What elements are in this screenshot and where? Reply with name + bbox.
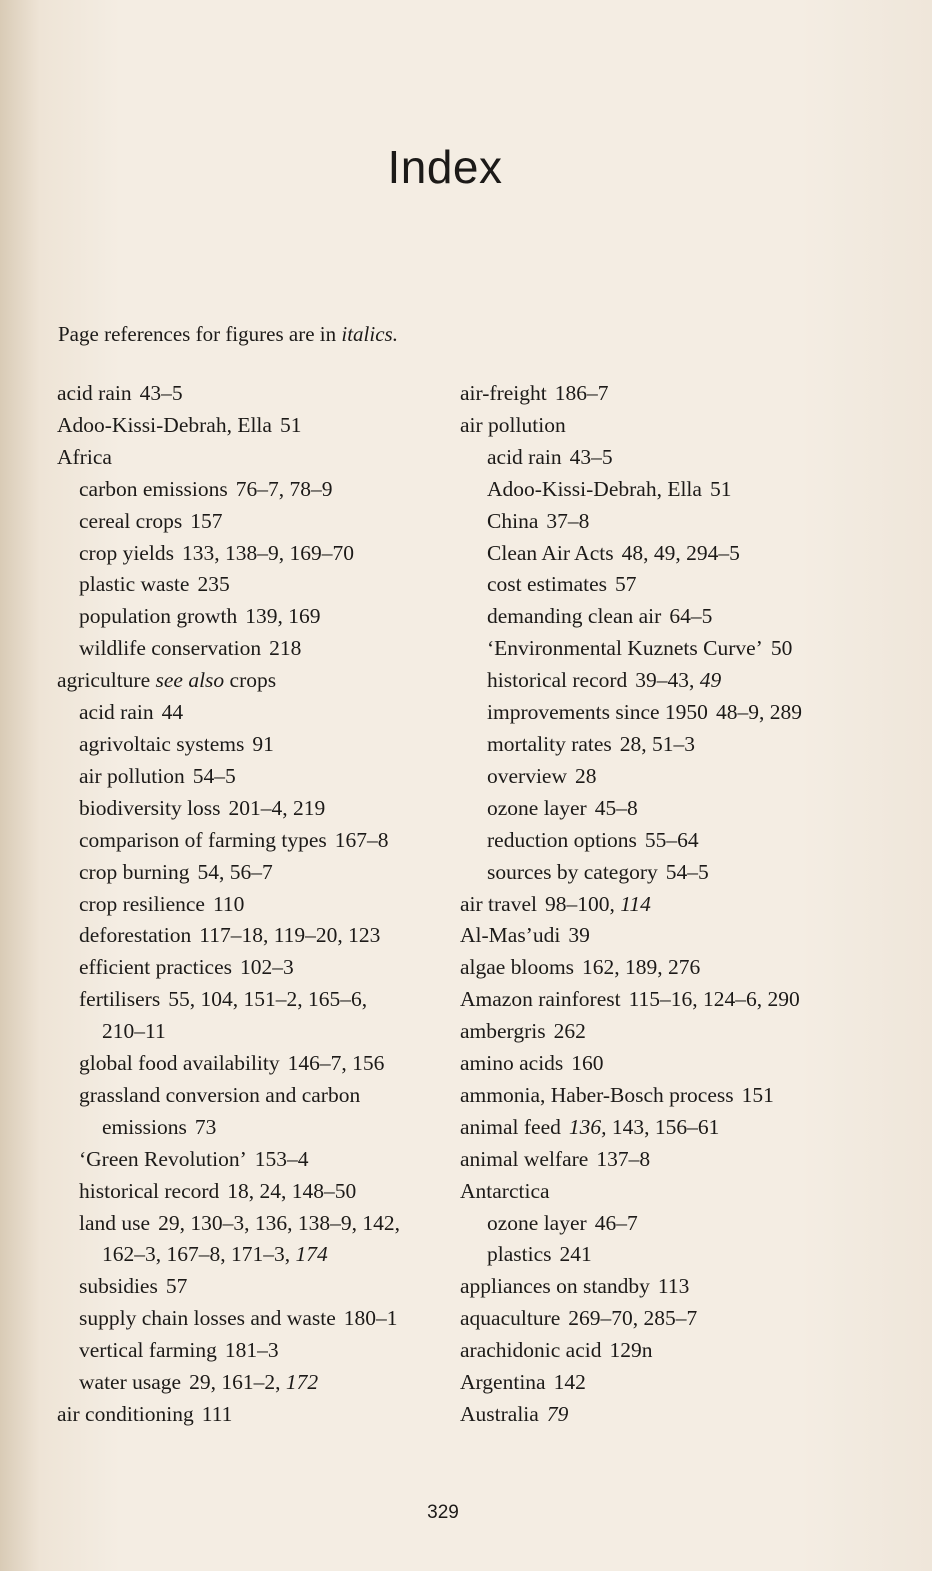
index-entry [460, 1016, 880, 1048]
entry-term: mortality rates [487, 731, 612, 756]
page-refs: 241 [559, 1242, 592, 1267]
page-refs: 37–8 [546, 508, 590, 533]
entry-term: acid rain [487, 444, 562, 469]
figure-page-ref: 172 [285, 1370, 319, 1395]
entry-pages [596, 1147, 650, 1171]
index-continuation [57, 1239, 447, 1271]
index-subentry [460, 633, 880, 665]
entry-pages [288, 1051, 385, 1075]
entry-pages [197, 572, 229, 596]
page-refs: 73 [194, 1114, 217, 1139]
entry-pages [335, 828, 389, 852]
index-subentry [57, 920, 447, 952]
entry-term: arachidonic acid [460, 1338, 602, 1363]
page-refs: 51 [709, 476, 732, 501]
index-subentry [57, 1080, 447, 1112]
index-continuation [57, 1016, 447, 1048]
entry-term: ‘Environmental Kuznets Curve’ [487, 636, 763, 661]
page-refs: 146–7, 156 [287, 1051, 385, 1076]
page-refs: 51 [279, 412, 302, 437]
entry-term: emissions [102, 1114, 187, 1139]
page-refs: 39 [568, 923, 590, 948]
index-entry [460, 378, 880, 410]
entry-pages [190, 509, 222, 533]
entry-pages [666, 860, 709, 884]
page-refs: 133, 138–9, 169–70 [181, 540, 354, 565]
entry-pages [202, 1402, 233, 1426]
index-subentry [57, 793, 447, 825]
entry-term: animal welfare [460, 1146, 589, 1171]
index-entry [460, 1144, 880, 1176]
page-refs: 151 [741, 1082, 774, 1107]
entry-term: sources by category [487, 859, 658, 884]
entry-pages [595, 1211, 638, 1235]
index-entry [57, 665, 447, 697]
index-note-text: Page references for figures are in [58, 322, 342, 346]
index-subentry [460, 793, 880, 825]
entry-term: aquaculture [460, 1306, 561, 1331]
page-refs: 180–1 [343, 1306, 398, 1331]
entry-pages [658, 1274, 689, 1298]
index-subentry [57, 474, 447, 506]
index-entry [460, 952, 880, 984]
page-refs: 48–9, 289 [715, 700, 802, 725]
page-refs: 115–16, 124–6, 290 [628, 987, 800, 1012]
entry-term: Adoo-Kissi-Debrah, Ella [57, 412, 272, 437]
index-continuation [57, 1112, 447, 1144]
entry-term: crop yields [79, 540, 174, 565]
page-refs: 91 [252, 731, 274, 756]
page-refs: 45–8 [594, 795, 638, 820]
entry-pages [227, 1179, 356, 1203]
entry-pages [158, 1211, 400, 1235]
page-refs: 137–8 [596, 1146, 651, 1171]
page-refs: 29, 161–2, [189, 1370, 281, 1395]
entry-term: vertical farming [79, 1338, 217, 1363]
entry-pages [560, 1242, 592, 1266]
entry-pages [344, 1306, 398, 1330]
entry-term: overview [487, 763, 567, 788]
index-entry [460, 889, 880, 921]
entry-term: Argentina [460, 1370, 546, 1395]
index-note [58, 322, 398, 347]
entry-pages [102, 1242, 328, 1266]
index-subentry [57, 697, 447, 729]
entry-term: acid rain [57, 381, 132, 405]
entry-pages [595, 796, 638, 820]
entry-pages [716, 700, 802, 724]
index-subentry [57, 889, 447, 921]
entry-pages [166, 1274, 188, 1298]
entry-pages [547, 1402, 569, 1426]
index-subentry [460, 506, 880, 538]
entry-pages [140, 381, 183, 405]
index-subentry [57, 538, 447, 570]
page-number: 329 [427, 1502, 459, 1523]
page-refs: 57 [165, 1274, 188, 1299]
index-subentry [57, 1144, 447, 1176]
page-refs: 54–5 [665, 859, 709, 884]
entry-term: land use [79, 1210, 151, 1235]
entry-term: Al-Mas’udi [460, 923, 561, 948]
page-refs: 139, 169 [245, 604, 321, 629]
entry-pages [255, 1147, 309, 1171]
entry-pages [252, 732, 274, 756]
page-refs: 167–8 [334, 827, 389, 852]
entry-pages [571, 1051, 603, 1075]
index-subentry [57, 1208, 447, 1240]
page-refs: 76–7, 78–9 [235, 476, 333, 501]
index-entry [460, 1367, 880, 1399]
page-refs: 64–5 [669, 604, 713, 629]
entry-term: plastic waste [79, 572, 190, 597]
index-subentry [460, 1208, 880, 1240]
page-refs: 54, 56–7 [197, 859, 273, 884]
page-refs: 162–3, 167–8, 171–3, [102, 1242, 296, 1267]
entry-pages [213, 892, 244, 916]
index-subentry [460, 601, 880, 633]
index-entry [460, 920, 880, 952]
entry-pages [569, 1115, 720, 1139]
page-refs: 28, 51–3 [619, 731, 696, 756]
entry-term: algae blooms [460, 955, 575, 980]
page-refs: 201–4, 219 [228, 795, 326, 820]
index-entry [460, 1048, 880, 1080]
index-subentry [57, 761, 447, 793]
entry-term: global food availability [79, 1051, 280, 1076]
see-also-label: see also [155, 668, 225, 693]
entry-term: population growth [79, 604, 238, 629]
entry-term: reduction options [487, 827, 637, 852]
entry-term: animal feed [460, 1114, 561, 1139]
entry-term: fertilisers [79, 987, 161, 1012]
page-refs: 28 [575, 763, 597, 788]
entry-term: ambergris [460, 1019, 546, 1044]
index-subentry [460, 474, 880, 506]
index-subentry [460, 761, 880, 793]
page-refs: 54–5 [192, 763, 236, 788]
entry-term: appliances on standby [460, 1274, 650, 1299]
entry-pages [554, 1370, 586, 1394]
entry-term: air pollution [79, 763, 185, 788]
entry-term: improvements since 1950 [487, 700, 708, 725]
index-entry [57, 378, 447, 410]
index-subentry [57, 1367, 447, 1399]
entry-pages [620, 732, 695, 756]
entry-term: agrivoltaic systems [79, 731, 245, 756]
index-entry [460, 1112, 880, 1144]
entry-term: air pollution [460, 412, 566, 437]
entry-term: carbon emissions [79, 476, 228, 501]
entry-pages [622, 541, 740, 565]
entry-term: air travel [460, 891, 537, 916]
page-refs: 186–7 [554, 381, 609, 405]
entry-term: acid rain [79, 700, 154, 725]
index-entry [460, 1176, 880, 1208]
page-refs: 157 [190, 508, 223, 533]
index-entry [460, 1303, 880, 1335]
index-entry [57, 442, 447, 474]
entry-pages [225, 1338, 279, 1362]
entry-term: wildlife conservation [79, 636, 262, 661]
entry-pages [554, 1019, 586, 1043]
entry-term: crop resilience [79, 891, 205, 916]
entry-term: water usage [79, 1370, 182, 1395]
index-subentry [57, 1303, 447, 1335]
entry-pages [280, 413, 302, 437]
entry-term: crop burning [79, 859, 190, 884]
page-refs: 39–43, [635, 668, 695, 693]
entry-pages [568, 1306, 697, 1330]
index-subentry [460, 857, 880, 889]
page-refs: 235 [197, 572, 230, 597]
index-subentry [57, 1335, 447, 1367]
entry-term: amino acids [460, 1051, 564, 1076]
entry-pages [629, 987, 800, 1011]
index-note-italic: italics. [341, 322, 398, 346]
page-refs: 181–3 [224, 1338, 279, 1363]
index-subentry [460, 825, 880, 857]
index-subentry [460, 442, 880, 474]
entry-pages [545, 892, 651, 916]
page-refs: 162, 189, 276 [582, 955, 701, 980]
figure-page-ref: 49 [699, 668, 722, 693]
entry-term: Antarctica [460, 1178, 550, 1203]
page-refs: 43–5 [139, 381, 183, 405]
index-subentry [460, 1239, 880, 1271]
entry-term: ozone layer [487, 1210, 587, 1235]
index-subentry [460, 729, 880, 761]
page-refs: 50 [770, 636, 793, 661]
entry-pages [193, 764, 236, 788]
entry-term: biodiversity loss [79, 795, 221, 820]
entry-term: ozone layer [487, 795, 587, 820]
index-subentry [57, 1176, 447, 1208]
entry-term: comparison of farming types [79, 827, 327, 852]
entry-term: historical record [79, 1178, 220, 1203]
entry-term: deforestation [79, 923, 192, 948]
page-refs: 102–3 [240, 955, 294, 980]
entry-pages [162, 700, 184, 724]
entry-pages [710, 477, 732, 501]
page-refs: 98–100, [545, 891, 615, 916]
page-refs: 44 [161, 700, 184, 725]
index-entry [460, 1271, 880, 1303]
entry-term: air-freight [460, 381, 547, 405]
see-also-target: crops [229, 668, 277, 693]
page-refs: 218 [269, 636, 302, 661]
index-subentry [57, 633, 447, 665]
entry-pages [199, 923, 380, 947]
entry-pages [615, 572, 637, 596]
entry-pages [195, 1115, 217, 1139]
entry-term: ‘Green Revolution’ [79, 1146, 247, 1171]
entry-term: Adoo-Kissi-Debrah, Ella [487, 476, 702, 501]
entry-term: plastics [487, 1242, 552, 1267]
index-subentry [57, 952, 447, 984]
index-subentry [57, 1048, 447, 1080]
entry-pages [742, 1083, 774, 1107]
index-subentry [57, 729, 447, 761]
entry-pages [555, 381, 609, 405]
entry-pages [182, 541, 354, 565]
entry-pages [240, 955, 294, 979]
entry-term: Africa [57, 444, 112, 469]
figure-page-ref: 174 [295, 1242, 328, 1267]
entry-term: Australia [460, 1402, 539, 1426]
page-title: Index [387, 141, 503, 193]
entry-term: supply chain losses and waste [79, 1306, 336, 1331]
entry-term: efficient practices [79, 955, 232, 980]
index-entry [460, 984, 880, 1016]
index-subentry [57, 825, 447, 857]
page-refs: 46–7 [594, 1210, 638, 1235]
entry-term: Clean Air Acts [487, 540, 614, 565]
index-column-left [57, 378, 447, 1431]
entry-pages [229, 796, 326, 820]
entry-term: ammonia, Haber-Bosch process [460, 1082, 734, 1107]
index-entry [57, 410, 447, 442]
entry-term: agriculture [57, 668, 151, 693]
page-refs: 43–5 [569, 444, 613, 469]
entry-pages [575, 764, 597, 788]
index-entry [57, 1399, 447, 1431]
page-refs: 111 [201, 1402, 233, 1426]
page-refs: 160 [571, 1051, 604, 1076]
entry-pages [189, 1370, 318, 1394]
entry-term: demanding clean air [487, 604, 662, 629]
entry-term: grassland conversion and carbon [79, 1082, 361, 1107]
page-refs: 117–18, 119–20, 123 [199, 923, 381, 948]
entry-pages [546, 509, 589, 533]
page-refs: 55–64 [644, 827, 699, 852]
page-refs: 48, 49, 294–5 [621, 540, 740, 565]
entry-pages [568, 923, 590, 947]
page-refs: 55, 104, 151–2, 165–6, [168, 987, 368, 1012]
index-entry [460, 1399, 880, 1431]
page-refs: 153–4 [254, 1146, 309, 1171]
figure-page-ref: 79 [546, 1402, 569, 1426]
figure-page-ref: 136, [568, 1114, 607, 1139]
entry-term: Amazon rainforest [460, 987, 621, 1012]
entry-pages [197, 860, 272, 884]
index-subentry [57, 569, 447, 601]
entry-pages [102, 1019, 166, 1043]
index-subentry [460, 538, 880, 570]
index-entry [460, 410, 880, 442]
index-subentry [57, 506, 447, 538]
entry-pages [236, 477, 333, 501]
page-refs: 269–70, 285–7 [568, 1306, 698, 1331]
index-subentry [460, 697, 880, 729]
index-subentry [57, 984, 447, 1016]
index-entry [460, 1335, 880, 1367]
entry-pages [582, 955, 700, 979]
entry-pages [635, 668, 721, 692]
entry-pages [570, 445, 613, 469]
page-refs: 142 [553, 1370, 586, 1395]
page-refs: 18, 24, 148–50 [227, 1178, 357, 1203]
entry-pages [609, 1338, 652, 1362]
index-subentry [460, 569, 880, 601]
entry-term: cost estimates [487, 572, 608, 597]
entry-term: air conditioning [57, 1402, 194, 1426]
entry-pages [245, 604, 320, 628]
entry-pages [168, 987, 367, 1011]
entry-pages [269, 636, 301, 660]
index-entry [460, 1080, 880, 1112]
entry-term: historical record [487, 668, 628, 693]
entry-term: cereal crops [79, 508, 183, 533]
page-refs: 57 [615, 572, 637, 597]
entry-term: subsidies [79, 1274, 158, 1299]
index-subentry [57, 601, 447, 633]
index-subentry [460, 665, 880, 697]
index-column-right [460, 378, 880, 1431]
page-refs: 262 [553, 1019, 586, 1044]
page-refs: 210–11 [102, 1019, 166, 1044]
entry-pages [645, 828, 699, 852]
index-subentry [57, 1271, 447, 1303]
index-subentry [57, 857, 447, 889]
page-refs: 143, 156–61 [611, 1114, 720, 1139]
entry-term: China [487, 508, 539, 533]
entry-pages [771, 636, 793, 660]
page-refs: 110 [212, 891, 245, 916]
page-refs: 113 [657, 1274, 690, 1299]
page-refs: 129n [609, 1338, 653, 1363]
figure-page-ref: 114 [620, 891, 651, 916]
entry-pages [669, 604, 712, 628]
page-refs: 29, 130–3, 136, 138–9, 142, [158, 1210, 400, 1235]
